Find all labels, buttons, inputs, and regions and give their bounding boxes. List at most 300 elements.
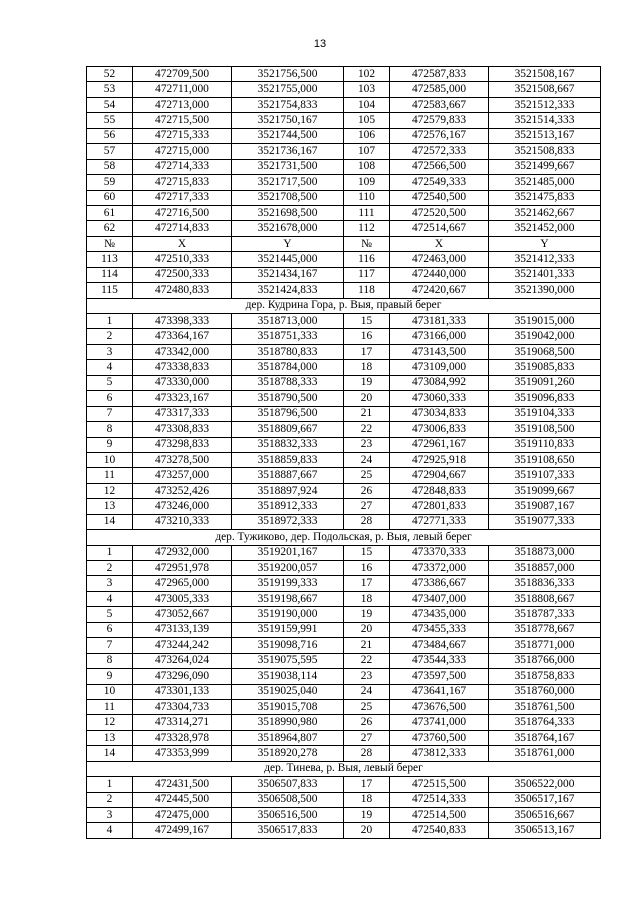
cell-x-right: 472925,918: [390, 452, 489, 467]
cell-y-left: 3518990,980: [232, 715, 344, 730]
table-row: [87, 483, 601, 498]
cell-number-left: 4: [87, 360, 133, 375]
cell-y-right: 3521475,833: [489, 190, 601, 205]
table-row: [87, 669, 601, 684]
cell-number-right: 21: [344, 638, 390, 653]
cell-y-right: 3521462,667: [489, 205, 601, 220]
cell-number-right: 15: [344, 545, 390, 560]
section-title: дер. Тужиково, дер. Подольская, р. Выя, левый берег: [87, 530, 601, 545]
cell-y-right: 3518836,333: [489, 576, 601, 591]
table-row: [87, 344, 601, 359]
cell-y-right: 3521508,667: [489, 82, 601, 97]
cell-x-left: 473257,000: [133, 468, 232, 483]
cell-number-right: 23: [344, 669, 390, 684]
cell-x-left: 472714,833: [133, 221, 232, 236]
cell-y-left: 3521756,500: [232, 67, 344, 82]
table-row: [87, 699, 601, 714]
cell-x-right: 472848,833: [390, 483, 489, 498]
header-x-left: X: [133, 236, 232, 251]
cell-y-right: 3519110,833: [489, 437, 601, 452]
cell-number-right: 18: [344, 591, 390, 606]
cell-x-right: 472587,833: [390, 67, 489, 82]
cell-y-right: 3519077,333: [489, 514, 601, 529]
cell-y-left: 3519075,595: [232, 653, 344, 668]
cell-y-right: 3519068,500: [489, 344, 601, 359]
cell-number-left: 8: [87, 422, 133, 437]
cell-number-right: 28: [344, 746, 390, 761]
cell-number-left: 10: [87, 684, 133, 699]
table-row: [87, 159, 601, 174]
cell-x-right: 472514,500: [390, 808, 489, 823]
cell-y-right: 3521508,167: [489, 67, 601, 82]
cell-y-right: 3519015,000: [489, 314, 601, 329]
cell-number-right: 26: [344, 715, 390, 730]
cell-y-left: 3519038,114: [232, 669, 344, 684]
table-row: [87, 607, 601, 622]
cell-x-right: 472515,500: [390, 777, 489, 792]
cell-y-right: 3506522,000: [489, 777, 601, 792]
cell-number-left: 1: [87, 314, 133, 329]
table-row: [87, 267, 601, 282]
cell-number-right: 26: [344, 483, 390, 498]
cell-x-left: 472714,333: [133, 159, 232, 174]
cell-x-left: 473005,333: [133, 591, 232, 606]
cell-y-left: 3518713,000: [232, 314, 344, 329]
cell-number-right: 27: [344, 499, 390, 514]
cell-number-left: 57: [87, 144, 133, 159]
cell-x-left: 473398,333: [133, 314, 232, 329]
table-row: [87, 638, 601, 653]
cell-y-left: 3521708,500: [232, 190, 344, 205]
cell-y-right: 3518873,000: [489, 545, 601, 560]
cell-y-left: 3521445,000: [232, 252, 344, 267]
cell-x-right: 472514,667: [390, 221, 489, 236]
cell-y-left: 3518751,333: [232, 329, 344, 344]
cell-y-right: 3506517,167: [489, 792, 601, 807]
table-row: [87, 82, 601, 97]
cell-number-left: 11: [87, 468, 133, 483]
table-row: [87, 113, 601, 128]
cell-y-left: 3519159,991: [232, 622, 344, 637]
table-row: [87, 190, 601, 205]
cell-y-right: 3518771,000: [489, 638, 601, 653]
table-row: [87, 715, 601, 730]
cell-x-left: 472951,978: [133, 561, 232, 576]
cell-number-right: 20: [344, 622, 390, 637]
cell-x-left: 473246,000: [133, 499, 232, 514]
cell-y-left: 3518788,333: [232, 375, 344, 390]
cell-y-right: 3518758,833: [489, 669, 601, 684]
cell-x-left: 472445,500: [133, 792, 232, 807]
cell-x-right: 472520,500: [390, 205, 489, 220]
cell-x-left: 473364,167: [133, 329, 232, 344]
cell-y-right: 3521512,333: [489, 97, 601, 112]
cell-number-left: 4: [87, 591, 133, 606]
cell-x-left: 473244,242: [133, 638, 232, 653]
cell-x-right: 473143,500: [390, 344, 489, 359]
cell-y-left: 3519200,057: [232, 561, 344, 576]
cell-x-left: 473133,139: [133, 622, 232, 637]
cell-y-right: 3518761,500: [489, 699, 601, 714]
cell-x-left: 472500,333: [133, 267, 232, 282]
coordinates-table-body: [87, 67, 601, 839]
cell-x-left: 472480,833: [133, 283, 232, 298]
cell-number-right: 17: [344, 344, 390, 359]
cell-x-left: 472713,000: [133, 97, 232, 112]
cell-y-left: 3519198,667: [232, 591, 344, 606]
table-row: [87, 468, 601, 483]
table-row: [87, 576, 601, 591]
cell-x-left: 472717,333: [133, 190, 232, 205]
cell-y-right: 3519108,650: [489, 452, 601, 467]
cell-x-left: 472965,000: [133, 576, 232, 591]
cell-y-left: 3521678,000: [232, 221, 344, 236]
cell-number-right: 111: [344, 205, 390, 220]
cell-x-left: 473278,500: [133, 452, 232, 467]
cell-number-right: 16: [344, 561, 390, 576]
section-title: дер. Кудрина Гора, р. Выя, правый берег: [87, 298, 601, 313]
cell-x-left: 473323,167: [133, 391, 232, 406]
cell-x-right: 473544,333: [390, 653, 489, 668]
cell-y-left: 3519201,167: [232, 545, 344, 560]
cell-number-left: 12: [87, 715, 133, 730]
cell-x-left: 472709,500: [133, 67, 232, 82]
cell-y-left: 3518897,924: [232, 483, 344, 498]
cell-y-right: 3521401,333: [489, 267, 601, 282]
cell-x-left: 472716,500: [133, 205, 232, 220]
cell-number-left: 55: [87, 113, 133, 128]
cell-x-right: 472549,333: [390, 175, 489, 190]
cell-y-left: 3518780,833: [232, 344, 344, 359]
cell-y-right: 3518761,000: [489, 746, 601, 761]
cell-number-right: 23: [344, 437, 390, 452]
table-row: [87, 205, 601, 220]
cell-y-right: 3519099,667: [489, 483, 601, 498]
cell-x-left: 473264,024: [133, 653, 232, 668]
cell-number-left: 3: [87, 344, 133, 359]
cell-y-left: 3518920,278: [232, 746, 344, 761]
cell-y-left: 3506517,833: [232, 823, 344, 838]
cell-x-left: 473308,833: [133, 422, 232, 437]
cell-x-right: 472540,833: [390, 823, 489, 838]
cell-y-left: 3518912,333: [232, 499, 344, 514]
table-row: [87, 144, 601, 159]
table-row: [87, 375, 601, 390]
section-title: дер. Тинева, р. Выя, левый берег: [87, 761, 601, 776]
cell-x-right: 472540,500: [390, 190, 489, 205]
table-row: [87, 422, 601, 437]
cell-x-right: 473741,000: [390, 715, 489, 730]
section-title-row: [87, 761, 601, 776]
cell-x-right: 473760,500: [390, 730, 489, 745]
table-row: [87, 128, 601, 143]
cell-x-right: 472463,000: [390, 252, 489, 267]
cell-y-left: 3519199,333: [232, 576, 344, 591]
cell-x-left: 473304,733: [133, 699, 232, 714]
cell-number-left: 114: [87, 267, 133, 282]
cell-y-right: 3521499,667: [489, 159, 601, 174]
cell-x-right: 472583,667: [390, 97, 489, 112]
header-y-left: Y: [232, 236, 344, 251]
cell-y-left: 3519015,708: [232, 699, 344, 714]
table-row: [87, 406, 601, 421]
cell-number-left: 10: [87, 452, 133, 467]
table-row: [87, 653, 601, 668]
cell-number-left: 62: [87, 221, 133, 236]
cell-y-right: 3519087,167: [489, 499, 601, 514]
cell-y-right: 3518857,000: [489, 561, 601, 576]
cell-x-right: 473060,333: [390, 391, 489, 406]
cell-number-left: 6: [87, 622, 133, 637]
cell-y-left: 3518972,333: [232, 514, 344, 529]
table-row: [87, 684, 601, 699]
cell-x-right: 473181,333: [390, 314, 489, 329]
cell-x-right: 472801,833: [390, 499, 489, 514]
cell-number-right: 21: [344, 406, 390, 421]
cell-y-right: 3519108,500: [489, 422, 601, 437]
cell-y-left: 3506516,500: [232, 808, 344, 823]
cell-number-right: 24: [344, 684, 390, 699]
cell-x-right: 473812,333: [390, 746, 489, 761]
cell-x-right: 473034,833: [390, 406, 489, 421]
cell-x-right: 472514,333: [390, 792, 489, 807]
cell-x-right: 473597,500: [390, 669, 489, 684]
cell-x-right: 473455,333: [390, 622, 489, 637]
cell-number-right: 109: [344, 175, 390, 190]
table-row: [87, 545, 601, 560]
cell-number-right: 19: [344, 375, 390, 390]
cell-number-right: 18: [344, 360, 390, 375]
header-x-right: X: [390, 236, 489, 251]
cell-y-right: 3521514,333: [489, 113, 601, 128]
cell-y-right: 3519091,260: [489, 375, 601, 390]
cell-number-left: 2: [87, 792, 133, 807]
table-row: [87, 314, 601, 329]
cell-x-left: 472431,500: [133, 777, 232, 792]
cell-y-left: 3506508,500: [232, 792, 344, 807]
cell-number-left: 9: [87, 669, 133, 684]
cell-number-right: 24: [344, 452, 390, 467]
cell-number-right: 118: [344, 283, 390, 298]
cell-number-left: 3: [87, 576, 133, 591]
cell-x-right: 473370,333: [390, 545, 489, 560]
cell-y-right: 3518778,667: [489, 622, 601, 637]
table-row: [87, 283, 601, 298]
cell-number-right: 25: [344, 699, 390, 714]
cell-number-left: 6: [87, 391, 133, 406]
table-row: [87, 499, 601, 514]
cell-y-left: 3521755,000: [232, 82, 344, 97]
table-row: [87, 561, 601, 576]
cell-x-right: 473641,167: [390, 684, 489, 699]
table-row: [87, 452, 601, 467]
table-row: [87, 777, 601, 792]
cell-number-right: 22: [344, 653, 390, 668]
cell-y-left: 3521750,167: [232, 113, 344, 128]
cell-y-left: 3521731,500: [232, 159, 344, 174]
table-row: [87, 252, 601, 267]
cell-number-right: 20: [344, 823, 390, 838]
cell-number-right: 20: [344, 391, 390, 406]
cell-number-left: 12: [87, 483, 133, 498]
cell-y-right: 3519042,000: [489, 329, 601, 344]
cell-number-right: 16: [344, 329, 390, 344]
cell-y-right: 3521452,000: [489, 221, 601, 236]
cell-x-left: 472475,000: [133, 808, 232, 823]
cell-x-left: 473328,978: [133, 730, 232, 745]
cell-x-right: 473407,000: [390, 591, 489, 606]
cell-y-right: 3518764,333: [489, 715, 601, 730]
table-row: [87, 622, 601, 637]
cell-number-left: 7: [87, 638, 133, 653]
cell-number-left: 5: [87, 375, 133, 390]
cell-y-right: 3518787,333: [489, 607, 601, 622]
cell-y-right: 3519085,833: [489, 360, 601, 375]
cell-y-right: 3518760,000: [489, 684, 601, 699]
cell-x-right: 473006,833: [390, 422, 489, 437]
cell-number-left: 2: [87, 561, 133, 576]
table-row: [87, 67, 601, 82]
cell-x-right: 473166,000: [390, 329, 489, 344]
cell-x-left: 472932,000: [133, 545, 232, 560]
cell-number-left: 14: [87, 746, 133, 761]
cell-y-left: 3521744,500: [232, 128, 344, 143]
table-row: [87, 792, 601, 807]
page-number: 13: [313, 38, 327, 50]
cell-x-left: 473301,133: [133, 684, 232, 699]
cell-number-right: 117: [344, 267, 390, 282]
cell-y-left: 3519190,000: [232, 607, 344, 622]
cell-x-right: 472961,167: [390, 437, 489, 452]
cell-x-left: 473314,271: [133, 715, 232, 730]
cell-number-left: 52: [87, 67, 133, 82]
cell-y-left: 3518964,807: [232, 730, 344, 745]
cell-number-left: 5: [87, 607, 133, 622]
cell-number-left: 58: [87, 159, 133, 174]
cell-x-right: 472576,167: [390, 128, 489, 143]
cell-y-right: 3518808,667: [489, 591, 601, 606]
table-row: [87, 391, 601, 406]
table-row: [87, 175, 601, 190]
table-row: [87, 329, 601, 344]
cell-x-left: 472499,167: [133, 823, 232, 838]
cell-x-left: 473298,833: [133, 437, 232, 452]
cell-number-right: 105: [344, 113, 390, 128]
cell-x-left: 473210,333: [133, 514, 232, 529]
cell-x-right: 472440,000: [390, 267, 489, 282]
cell-y-left: 3506507,833: [232, 777, 344, 792]
cell-x-right: 472572,333: [390, 144, 489, 159]
cell-number-right: 17: [344, 777, 390, 792]
cell-x-left: 472715,833: [133, 175, 232, 190]
cell-x-right: 473386,667: [390, 576, 489, 591]
section-title-row: [87, 298, 601, 313]
table-row: [87, 746, 601, 761]
coordinates-table: [86, 66, 601, 839]
cell-number-left: 9: [87, 437, 133, 452]
cell-y-left: 3521698,500: [232, 205, 344, 220]
cell-number-left: 7: [87, 406, 133, 421]
cell-x-right: 472585,000: [390, 82, 489, 97]
cell-y-left: 3519098,716: [232, 638, 344, 653]
cell-number-right: 28: [344, 514, 390, 529]
cell-number-right: 19: [344, 808, 390, 823]
cell-x-left: 473342,000: [133, 344, 232, 359]
cell-number-right: 17: [344, 576, 390, 591]
cell-x-left: 473296,090: [133, 669, 232, 684]
cell-y-left: 3518796,500: [232, 406, 344, 421]
cell-number-left: 4: [87, 823, 133, 838]
cell-y-left: 3518887,667: [232, 468, 344, 483]
cell-y-right: 3506516,667: [489, 808, 601, 823]
cell-x-left: 473317,333: [133, 406, 232, 421]
cell-y-right: 3521485,000: [489, 175, 601, 190]
cell-number-left: 54: [87, 97, 133, 112]
cell-x-right: 473676,500: [390, 699, 489, 714]
cell-number-left: 13: [87, 499, 133, 514]
cell-number-left: 113: [87, 252, 133, 267]
cell-x-left: 472715,500: [133, 113, 232, 128]
cell-y-right: 3521513,167: [489, 128, 601, 143]
cell-number-left: 14: [87, 514, 133, 529]
header-number-right: №: [344, 236, 390, 251]
table-row: [87, 823, 601, 838]
cell-number-right: 27: [344, 730, 390, 745]
cell-y-left: 3521754,833: [232, 97, 344, 112]
cell-number-left: 59: [87, 175, 133, 190]
cell-x-right: 473484,667: [390, 638, 489, 653]
cell-x-right: 472420,667: [390, 283, 489, 298]
cell-number-right: 19: [344, 607, 390, 622]
header-row: [87, 236, 601, 251]
cell-y-left: 3521424,833: [232, 283, 344, 298]
cell-number-right: 22: [344, 422, 390, 437]
cell-number-left: 11: [87, 699, 133, 714]
cell-x-left: 472715,333: [133, 128, 232, 143]
cell-x-right: 473372,000: [390, 561, 489, 576]
cell-number-right: 107: [344, 144, 390, 159]
cell-x-left: 472510,333: [133, 252, 232, 267]
cell-x-left: 473353,999: [133, 746, 232, 761]
cell-number-right: 110: [344, 190, 390, 205]
cell-y-left: 3518859,833: [232, 452, 344, 467]
cell-number-right: 25: [344, 468, 390, 483]
cell-number-right: 103: [344, 82, 390, 97]
cell-y-left: 3519025,040: [232, 684, 344, 699]
cell-number-left: 56: [87, 128, 133, 143]
header-number-left: №: [87, 236, 133, 251]
table-row: [87, 360, 601, 375]
cell-number-right: 15: [344, 314, 390, 329]
cell-x-left: 473338,833: [133, 360, 232, 375]
cell-number-right: 116: [344, 252, 390, 267]
cell-y-left: 3518832,333: [232, 437, 344, 452]
table-row: [87, 221, 601, 236]
cell-number-left: 3: [87, 808, 133, 823]
cell-number-left: 8: [87, 653, 133, 668]
cell-x-right: 472579,833: [390, 113, 489, 128]
cell-y-right: 3521412,333: [489, 252, 601, 267]
cell-y-left: 3521717,500: [232, 175, 344, 190]
table-row: [87, 514, 601, 529]
cell-number-left: 1: [87, 777, 133, 792]
table-row: [87, 591, 601, 606]
cell-x-left: 473252,426: [133, 483, 232, 498]
cell-number-right: 112: [344, 221, 390, 236]
cell-x-left: 473052,667: [133, 607, 232, 622]
cell-y-right: 3518766,000: [489, 653, 601, 668]
table-row: [87, 730, 601, 745]
